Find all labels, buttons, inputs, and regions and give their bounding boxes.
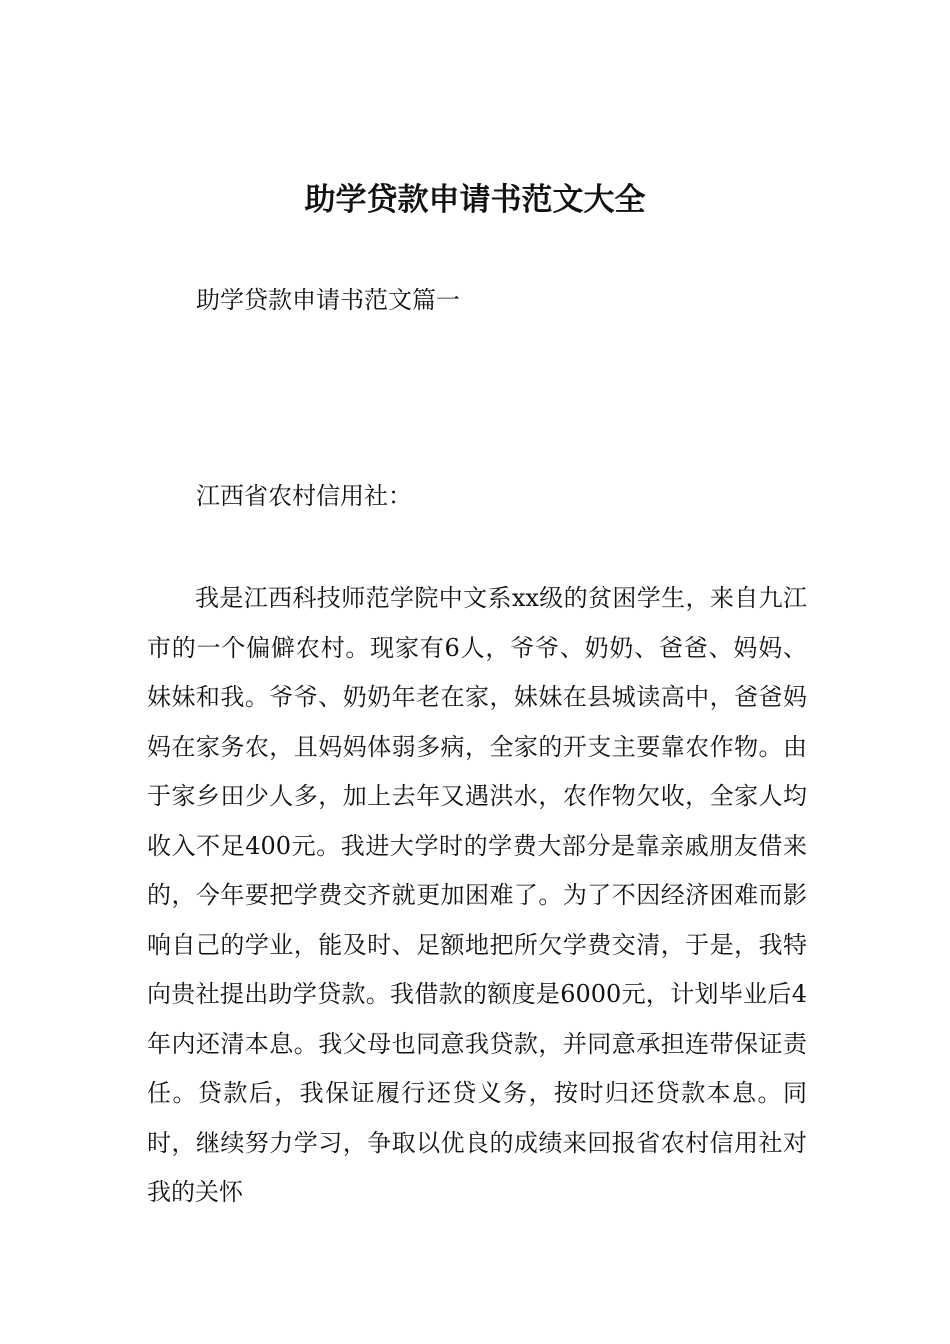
letter-salutation: 江西省农村信用社：: [196, 482, 412, 510]
section-heading: 助学贷款申请书范文篇一: [196, 286, 460, 314]
letter-body-paragraph: 我是江西科技师范学院中文系xx级的贫困学生，来自九江市的一个偏僻农村。现家有6人，爷爷、奶奶、爸爸、妈妈、妹妹和我。爷爷、奶奶年老在家，妹妹在县城读高中，爸爸妈妈在家务农，且妈妈体弱多病，全家的开支主要靠农作物。由于家乡田少人多，加上去年又遇洪水，农作物欠收，全家人均收入不足400元。我进大学时的学费大部分是靠亲戚朋友借来的，今年要把学费交齐就更加困难了。为了不因经济困难而影响自己的学业，能及时、足额地把所欠学费交清，于是，我特向贵社提出助学贷款。我借款的额度是6000元，计划毕业后4年内还清本息。我父母也同意我贷款，并同意承担连带保证责任。贷款后，我保证履行还贷义务，按时归还贷款本息。同时，继续努力学习，争取以优良的成绩来回报省农村信用社对我的关怀: [147, 584, 807, 1206]
document-title: 助学贷款申请书范文大全: [304, 182, 646, 218]
